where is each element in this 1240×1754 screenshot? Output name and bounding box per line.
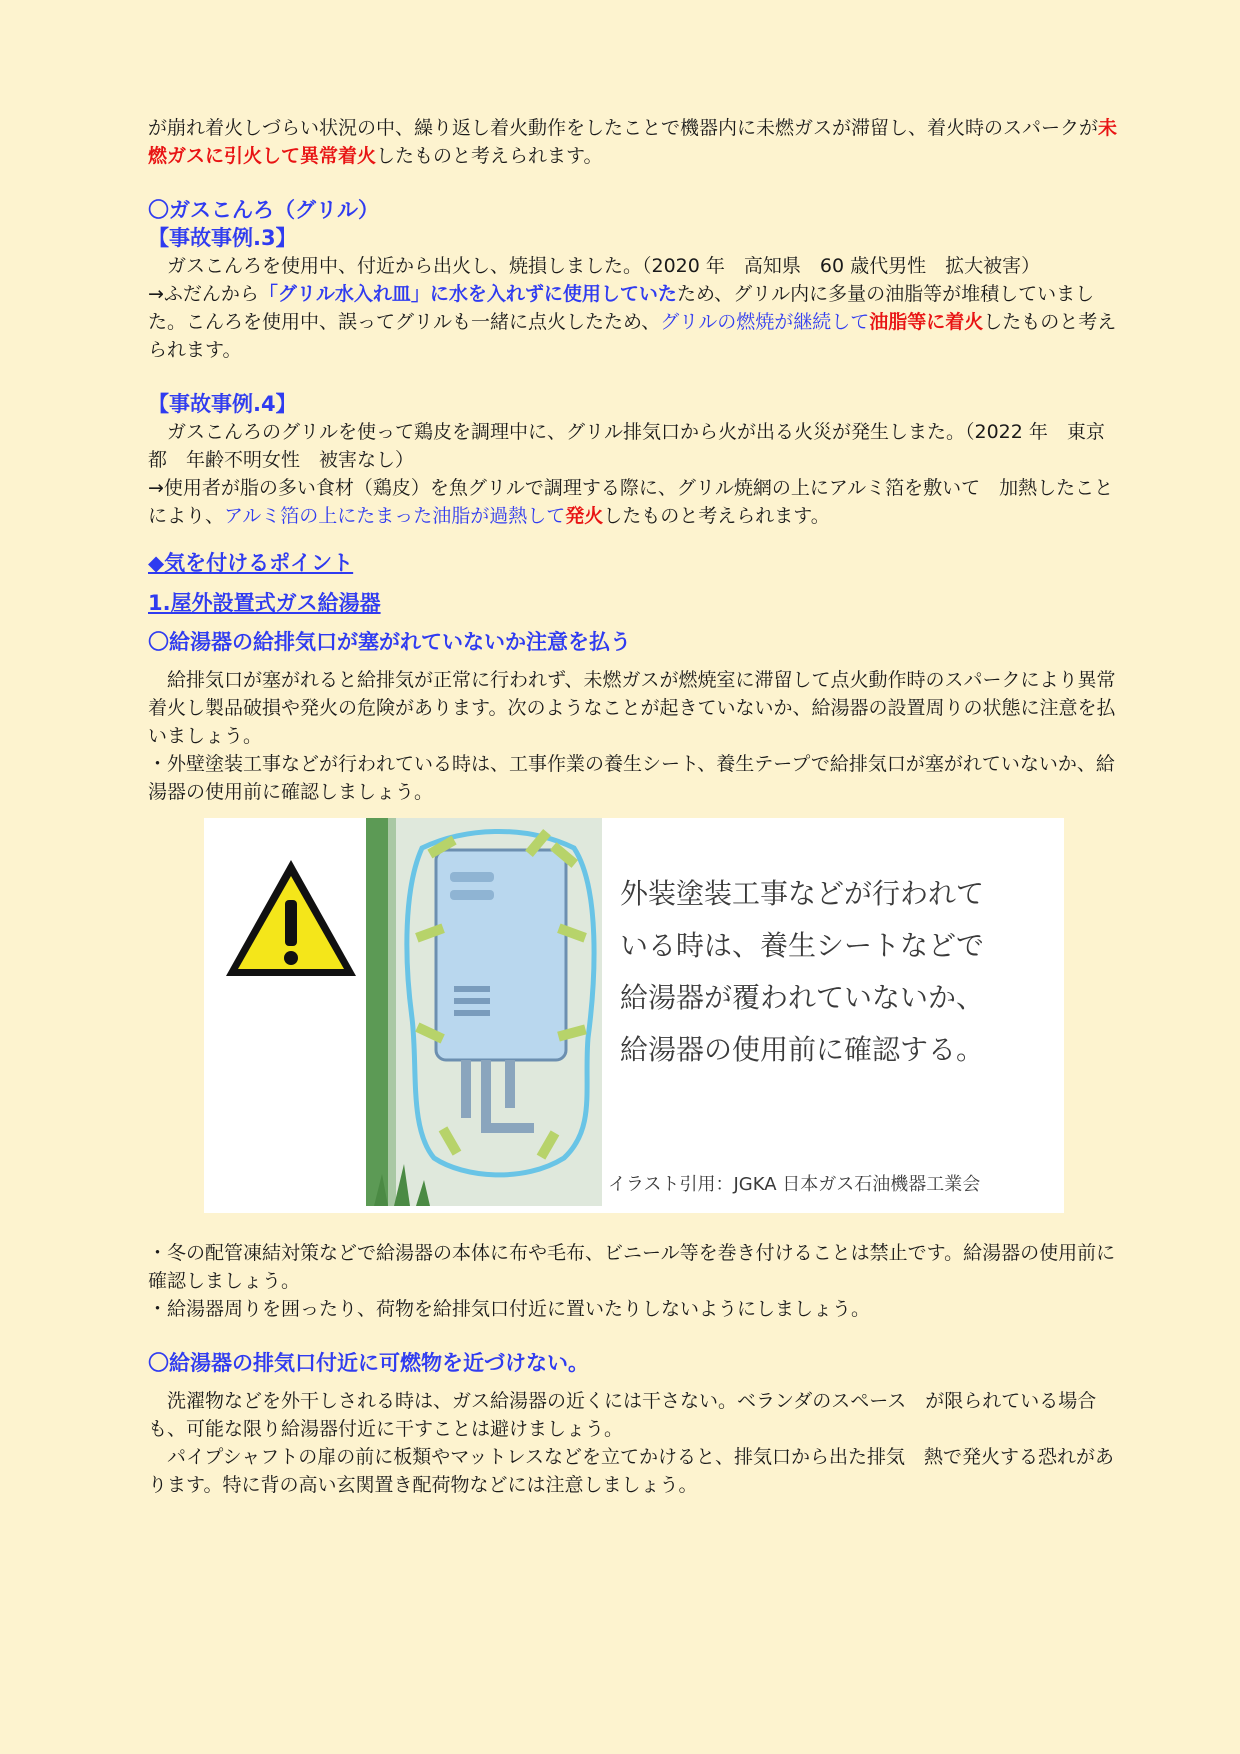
case3-title: 【事故事例.3】	[148, 226, 297, 250]
water-heater-subheading: 1.屋外設置式ガス給湯器	[148, 591, 381, 615]
case4-summary: ガスこんろのグリルを使って鶏皮を調理中に、グリル排気口から火が出る火災が発生しまた。（2022 年 東京都 年齢不明女性 被害なし）	[148, 421, 1105, 471]
warning-icon	[226, 860, 356, 976]
case3-cause-highlight-red: 油脂等に着火	[869, 311, 984, 333]
exhaust-paragraph-1: 洗濯物などを外干しされる時は、ガス給湯器の近くには干さない。ベランダのスペース が限られている場合も、可能な限り給湯器付近に干すことは避けましょう。	[148, 1390, 1097, 1440]
vent-body: 給排気口が塞がれると給排気が正常に行われず、未燃ガスが燃焼室に滞留して点火動作時のスパークにより異常着火し製品破損や発火の危険があります。次のようなことが起きていないか、給湯器の設置周りの状態に注意を払いましょう。	[148, 669, 1116, 747]
intro-text-end: したものと考えられます。	[376, 145, 603, 167]
intro-highlight: 未燃ガスに引火して異常着火	[148, 117, 1118, 167]
exhaust-paragraph-2: パイプシャフトの扉の前に板類やマットレスなどを立てかけると、排気口から出た排気 熱で発火する恐れがあります。特に背の高い玄関置き配荷物などには注意しましょう。	[148, 1446, 1114, 1496]
case4-title: 【事故事例.4】	[148, 392, 297, 416]
case3-cause-end: したものと考えられます。	[148, 311, 1117, 361]
intro-paragraph	[148, 114, 1123, 170]
bullet-surroundings: ・給湯器周りを囲ったり、荷物を給排気口付近に置いたりしないようにしましょう。	[148, 1298, 871, 1320]
case4-cause-highlight-blue: アルミ箔の上にたまった油脂が過熱して	[224, 505, 566, 527]
case3-cause-highlight-blue-2: グリルの燃焼が継続して	[660, 311, 870, 333]
bullet-wrapping: ・冬の配管凍結対策などで給湯器の本体に布や毛布、ビニール等を巻き付けることは禁止です。給湯器の使用前に確認しましょう。	[148, 1242, 1116, 1292]
intro-text: が崩れ着火しづらい状況の中、繰り返し着火動作をしたことで機器内に未燃ガスが滞留し、着火時のスパークが	[148, 117, 1099, 139]
document-content	[148, 114, 1123, 1499]
case3-cause-text-2: ため、グリル内に多量の油脂等が堆積していました。こんろを使用中、誤ってグリルも一緒に点火したため、	[148, 283, 1095, 333]
points-heading: ◆気を付けるポイント	[148, 551, 354, 575]
case3-cause-highlight-blue: 「グリル水入れ皿」に水を入れずに使用していた	[258, 283, 677, 305]
water-heater-illustration	[366, 818, 602, 1206]
caption-line: 外装塗装工事などが行われて	[620, 877, 985, 910]
case4-cause	[148, 474, 1123, 530]
case3-cause	[148, 280, 1123, 364]
case4-cause-end: したものと考えられます。	[603, 505, 830, 527]
illustration-figure	[204, 818, 1064, 1213]
exhaust-heading: 〇給湯器の排気口付近に可燃物を近づけない。	[148, 1351, 589, 1375]
case3-summary: ガスこんろを使用中、付近から出火し、焼損しました。（2020 年 高知県 60 歳代男性 拡大被害）	[167, 255, 1041, 277]
vent-bullet-1: ・外壁塗装工事などが行われている時は、工事作業の養生シート、養生テープで給排気口が塞がれていないか、給湯器の使用前に確認しましょう。	[148, 753, 1115, 803]
case3-cause-text: →ふだんから	[148, 283, 259, 305]
case4-cause-highlight-red: 発火	[565, 505, 604, 527]
caption-line: 給湯器が覆われていないか、	[620, 981, 985, 1014]
illustration-caption	[620, 868, 1050, 1076]
caption-line: 給湯器の使用前に確認する。	[620, 1033, 985, 1066]
caption-line: いる時は、養生シートなどで	[620, 929, 985, 962]
vent-heading: 〇給湯器の給排気口が塞がれていないか注意を払う	[148, 630, 631, 654]
section-grill-heading: 〇ガスこんろ（グリル）	[148, 198, 379, 222]
illustration-credit: イラスト引用：JGKA 日本ガス石油機器工業会	[608, 1174, 981, 1195]
case4-cause-text: →使用者が脂の多い食材（鶏皮）を魚グリルで調理する際に、グリル焼網の上にアルミ箔を敷いて 加熱したことにより、	[148, 477, 1114, 527]
